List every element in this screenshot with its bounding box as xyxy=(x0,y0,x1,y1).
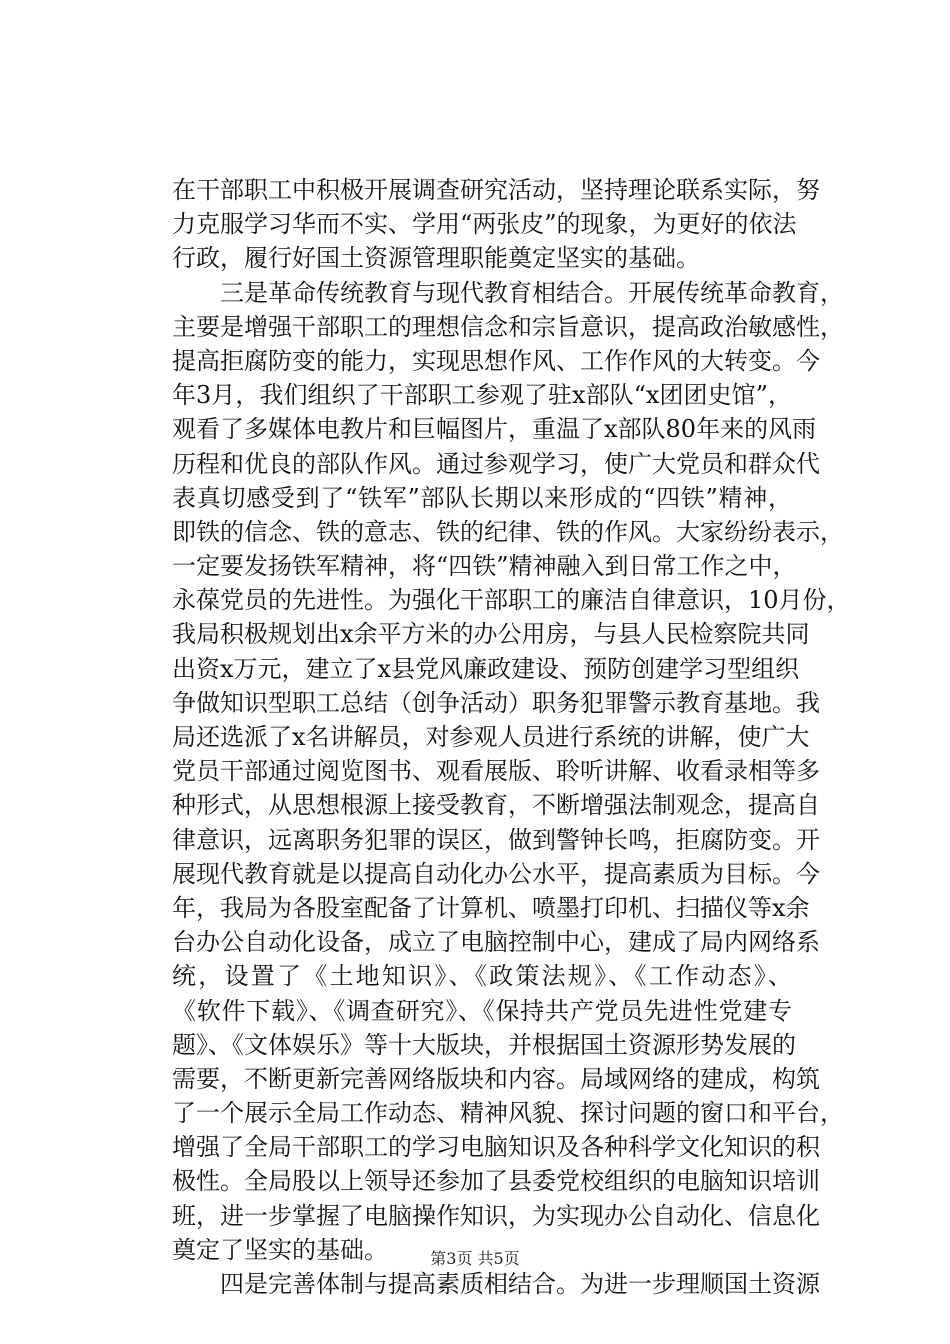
text-line: 出资x万元，建立了x县党风廉政建设、预防创建学习型组织 xyxy=(172,654,800,683)
text-line: 增强了全局干部职工的学习电脑知识及各种科学文化知识的积 xyxy=(172,1133,820,1162)
text-line: 种形式，从思想根源上接受教育，不断增强法制观念，提高自 xyxy=(172,791,820,820)
text-line: 题》、《文体娱乐》等十大版块，并根据国土资源形势发展的 xyxy=(172,1030,796,1059)
text-line: 历程和优良的部队作风。通过参观学习，使广大党员和群众代 xyxy=(172,449,820,478)
text-line: 提高拒腐防变的能力，实现思想作风、工作作风的大转变。今 xyxy=(172,346,820,375)
text-line: 表真切感受到了“铁军”部队长期以来形成的“四铁”精神， xyxy=(172,483,792,512)
text-line: 行政，履行好国土资源管理职能奠定坚实的基础。 xyxy=(172,244,700,273)
text-line: 力克服学习华而不实、学用“两张皮”的现象，为更好的依法 xyxy=(172,210,797,239)
paragraph-start-line: 三是革命传统教育与现代教育相结合。开展传统革命教育， xyxy=(220,278,844,307)
text-line: 即铁的信念、铁的意志、铁的纪律、铁的作风。大家纷纷表示， xyxy=(172,517,844,546)
text-line: 争做知识型职工总结（创争活动）职务犯罪警示教育基地。我 xyxy=(172,688,820,717)
text-line: 展现代教育就是以提高自动化办公水平，提高素质为目标。今 xyxy=(172,859,820,888)
text-line: 班，进一步掌握了电脑操作知识，为实现办公自动化、信息化 xyxy=(172,1201,820,1230)
text-line: 年，我局为各股室配备了计算机、喷墨打印机、扫描仪等x余 xyxy=(172,893,810,922)
text-line: 需要，不断更新完善网络版块和内容。局域网络的建成，构筑 xyxy=(172,1064,820,1093)
paragraph-start-line: 四是完善体制与提高素质相结合。为进一步理顺国土资源 xyxy=(220,1270,820,1298)
text-line: 我局积极规划出x余平方米的办公用房，与县人民检察院共同 xyxy=(172,620,810,649)
text-line: 律意识，远离职务犯罪的误区，做到警钟长鸣，拒腐防变。开 xyxy=(172,825,820,854)
body-text xyxy=(172,173,851,1301)
text-line: 主要是增强干部职工的理想信念和宗旨意识，提高政治敏感性， xyxy=(172,312,844,341)
text-line: 党员干部通过阅览图书、观看展版、聆听讲解、收看录相等多 xyxy=(172,757,820,786)
text-line: 《软件下载》、《调查研究》、《保持共产党员先进性党建专 xyxy=(172,996,792,1025)
text-line: 了一个展示全局工作动态、精神风貌、探讨问题的窗口和平台， xyxy=(172,1099,844,1128)
text-line: 在干部职工中积极开展调查研究活动，坚持理论联系实际，努 xyxy=(172,176,820,204)
text-line: 永葆党员的先进性。为强化干部职工的廉洁自律意识，10月份， xyxy=(172,586,851,615)
page-footer: 第3页 共5页 xyxy=(430,1249,520,1268)
text-line: 统，设置了《土地知识》、《政策法规》、《工作动态》、 xyxy=(172,962,792,991)
text-line: 局还选派了x名讲解员，对参观人员进行系统的讲解，使广大 xyxy=(172,723,810,751)
text-line: 奠定了坚实的基础。 xyxy=(172,1235,388,1264)
text-line: 极性。全局股以上领导还参加了县委党校组织的电脑知识培训 xyxy=(172,1167,820,1196)
text-line: 一定要发扬铁军精神，将“四铁”精神融入到日常工作之中， xyxy=(172,552,797,581)
text-line: 年3月，我们组织了干部职工参观了驻x部队“x团团史馆”， xyxy=(172,381,792,410)
text-line: 观看了多媒体电教片和巨幅图片，重温了x部队80年来的风雨 xyxy=(172,415,817,444)
text-line: 台办公自动化设备，成立了电脑控制中心，建成了局内网络系 xyxy=(172,928,820,957)
